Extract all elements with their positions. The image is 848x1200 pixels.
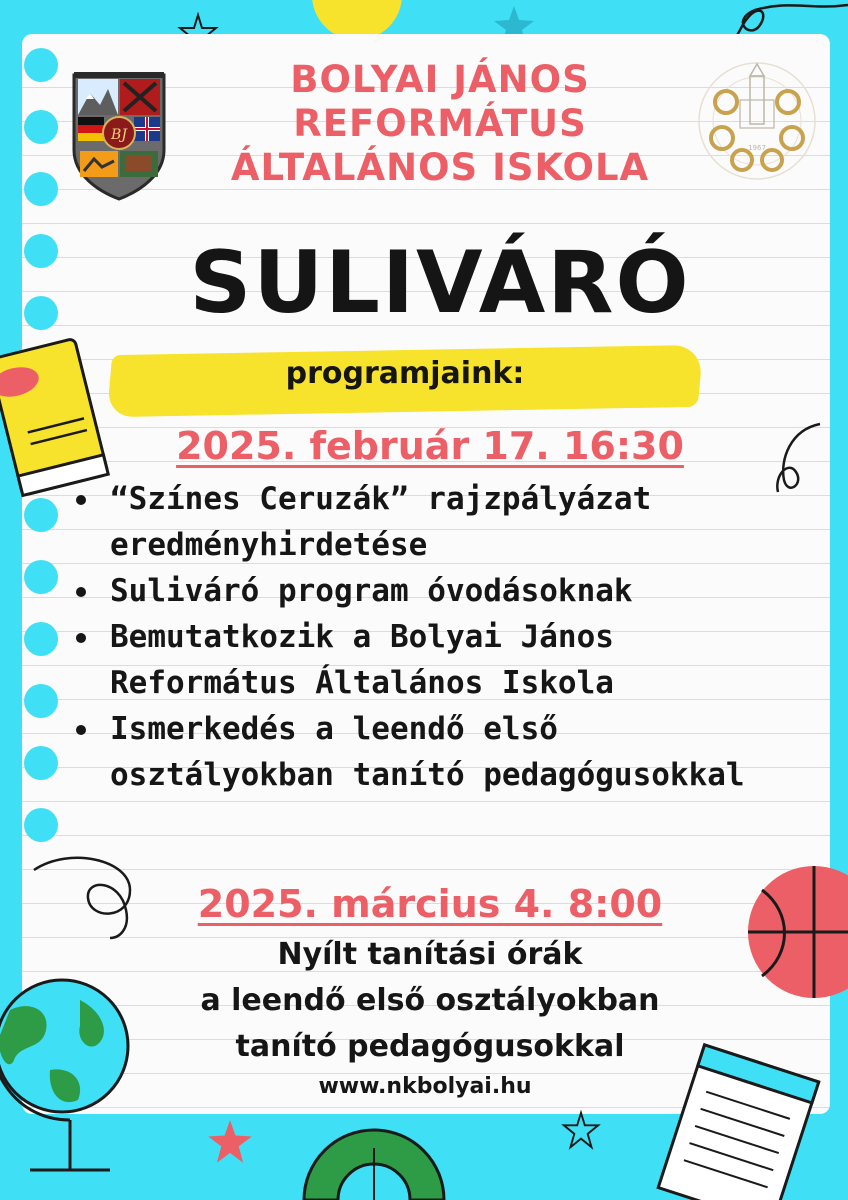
star-icon — [206, 1118, 254, 1166]
event1-list — [70, 476, 790, 798]
binder-hole — [24, 560, 58, 594]
binder-hole — [24, 498, 58, 532]
binder-hole — [24, 684, 58, 718]
svg-text:BJ: BJ — [111, 127, 127, 143]
list-item: “Színes Ceruzák” rajzpályázat eredményhirdetése — [70, 476, 790, 568]
website-link[interactable]: www.nkbolyai.hu — [318, 1074, 532, 1099]
school-name — [150, 58, 730, 190]
star-outline-icon — [560, 1110, 602, 1152]
programs-label: programjaink: — [285, 356, 525, 391]
event2-line: tanító pedagógusokkal — [235, 1029, 625, 1064]
school-name-line: REFORMÁTUS — [293, 102, 587, 145]
event2-line: Nyílt tanítási órák — [277, 937, 583, 972]
event2-line: a leendő első osztályokban — [200, 983, 660, 1018]
school-name-line: BOLYAI JÁNOS — [290, 58, 590, 101]
event2-description — [140, 932, 720, 1070]
binder-hole — [24, 172, 58, 206]
svg-text:1967: 1967 — [748, 144, 766, 152]
list-item: Suliváró program óvodásoknak — [70, 568, 790, 614]
binder-hole — [24, 296, 58, 330]
headline: SULIVÁRÓ — [189, 233, 691, 333]
binder-hole — [24, 234, 58, 268]
binder-hole — [24, 622, 58, 656]
basketball-icon — [742, 862, 848, 1002]
event2-date: 2025. március 4. 8:00 — [197, 882, 663, 926]
loop-decoration — [30, 850, 150, 940]
binder-hole — [24, 110, 58, 144]
binder-hole — [24, 746, 58, 780]
binder-hole — [24, 808, 58, 842]
event1-date: 2025. február 17. 16:30 — [176, 424, 684, 468]
protractor-icon — [298, 1108, 448, 1200]
school-name-line: ÁLTALÁNOS ISKOLA — [230, 146, 650, 189]
globe-icon — [0, 970, 150, 1200]
list-item: Ismerkedés a leendő első osztályokban tanító pedagógusokkal — [70, 706, 790, 798]
notepad-icon — [650, 1040, 830, 1200]
list-item: Bemutatkozik a Bolyai János Református Általános Iskola — [70, 614, 790, 706]
binder-hole — [24, 48, 58, 82]
